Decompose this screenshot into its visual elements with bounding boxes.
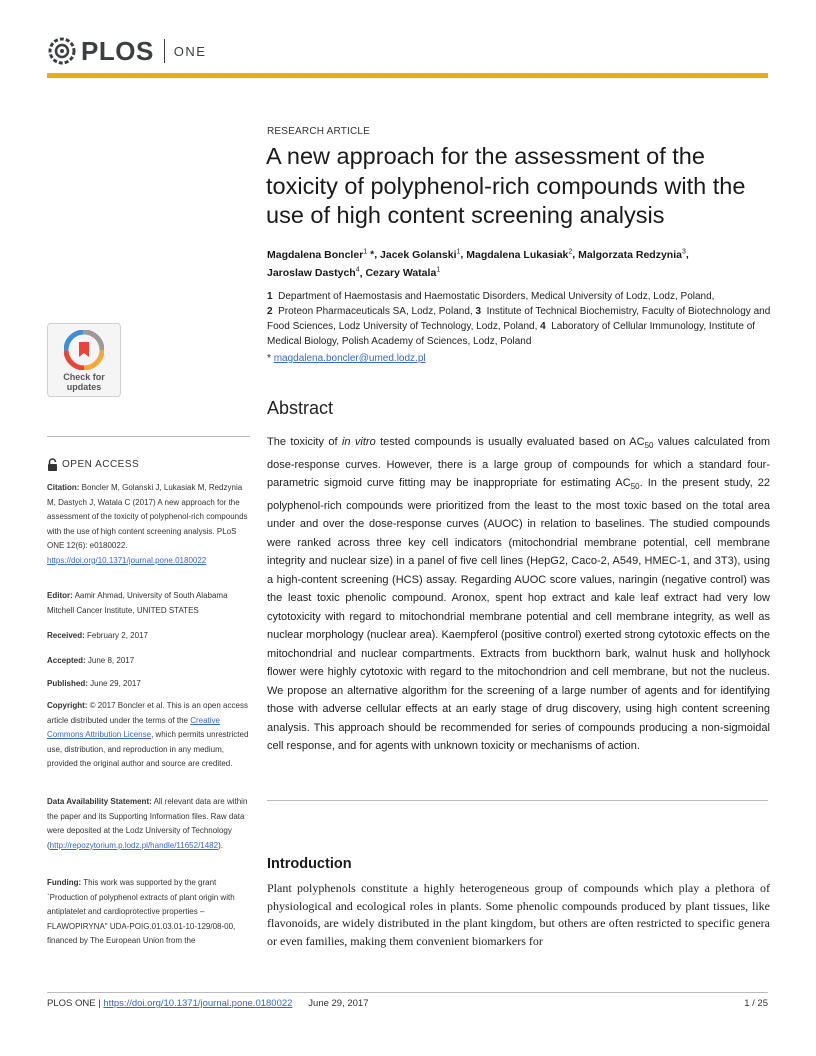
footer-divider xyxy=(47,992,768,993)
footer-citation: PLOS ONE | https://doi.org/10.1371/journal.pone.0180022 June 29, 2017 xyxy=(47,998,369,1009)
author[interactable]: Magdalena Boncler$^1$ xyxy=(267,248,368,261)
email-link[interactable]: magdalena.boncler@umed.lodz.pl xyxy=(273,353,426,364)
author[interactable]: Jacek Golanski$^1$ xyxy=(380,248,461,261)
logo-one-text: ONE xyxy=(173,43,207,59)
editor-block: Editor: Aamir Ahmad, University of South Alabama Mitchell Cancer Institute, UNITED STATES xyxy=(47,591,228,615)
abstract-divider xyxy=(267,800,768,801)
logo-plos-text: PLOS xyxy=(81,35,154,66)
received-date: Received: February 2, 2017 xyxy=(47,631,148,640)
author[interactable]: Cezary Watala$^1$ xyxy=(365,266,441,279)
affiliations: 1 Department of Haemostasis and Haemostatic Disorders, Medical University of Lodz, Lodz, Poland, 2 Proteon Pharmaceuticals SA, Lodz, Poland, 3 Institute of Technical Biochemistry, Faculty of Biotechnology and Food Sciences, Lodz University of Technology, Lodz, Poland, 4 Laboratory of Cellular Immunology, Institute of Medical Biology, Polish Academy of Sciences, Lodz, Poland xyxy=(267,291,771,347)
author[interactable]: Jaroslaw Dastych$^4$ xyxy=(267,266,360,279)
accepted-date: Accepted: June 8, 2017 xyxy=(47,656,135,665)
abstract-heading: Abstract xyxy=(267,398,334,418)
open-lock-icon xyxy=(47,458,58,471)
author-list: Magdalena Boncler$^1$ *, Jacek Golanski$^1$, Magdalena Lukasiak$^2$, Malgorzata Redzynia$^3$, Jaroslaw Dastych$^4$, Cezary Watala$^1$ xyxy=(267,248,689,279)
copyright-block: Copyright: © 2017 Boncler et al. This is an open access article distributed under the terms of the Creative Commons Attribution License, which permits unrestricted use, distribution, and reproduction in any medium, provided the original author and source are credited. xyxy=(47,701,249,768)
introduction-heading: Introduction xyxy=(267,856,352,872)
corresponding-email: * magdalena.boncler@umed.lodz.pl xyxy=(267,353,426,364)
plos-logo-icon xyxy=(47,36,77,66)
article-title: A new approach for the assessment of the toxicity of polyphenol-rich compounds with the use of high content screening analysis xyxy=(266,143,746,228)
data-availability-block: Data Availability Statement: All relevant data are within the paper and its Supporting Information files. Raw data were deposited at the Lodz University of Technology (http://repozytorium.p.lodz.pl/handle/11652/1482). xyxy=(47,797,248,850)
article-type: RESEARCH ARTICLE xyxy=(267,126,371,137)
check-updates-icon xyxy=(64,330,104,370)
author[interactable]: Magdalena Lukasiak$^2$ xyxy=(466,248,573,261)
page-number: 1 / 25 xyxy=(744,998,768,1009)
license-link[interactable]: Creative Commons Attribution License xyxy=(47,715,220,739)
citation-doi-link[interactable]: https://doi.org/10.1371/journal.pone.0180022 xyxy=(47,555,207,565)
published-date: Published: June 29, 2017 xyxy=(47,679,141,688)
sidebar-divider xyxy=(47,436,250,437)
author[interactable]: Malgorzata Redzynia$^3$ xyxy=(578,248,686,261)
citation-block: Citation: Boncler M, Golanski J, Lukasiak M, Redzynia M, Dastych J, Watala C (2017) A new approach for the assessment of the toxicity of polyphenol-rich compounds with the use of high content screening analysis. PLoS ONE 12(6): e0180022. https://doi.org/10.1371/journal.pone.0180022 xyxy=(47,483,248,565)
check-for-updates-badge[interactable]: Check for updates xyxy=(47,323,121,397)
header-accent-bar xyxy=(47,73,768,78)
page-footer xyxy=(47,998,768,1009)
abstract-text: The toxicity of in vitro tested compounds is usually evaluated based on $AC_{50}$ values calculated from dose-response curves. However, there is a large group of compounds for which a standard four-parametric sigmoid curve fitting may be inappropriate for estimating $AC_{50}$. In the present study, 22 polyphenol-rich compounds were prioritized from the least to the most toxic based on the total area under and over the dose-response curves (AUOC) in relation to baselines. The studied compounds were ranked across three key cell indicators (mitochondrial membrane potential, cell membrane integrity and nuclear size) in a panel of five cell lines (HepG2, Caco-2, A549, HMEC-1, and 3T3), using a high-content screening (HCS) assay. Regarding AUOC score values, naringin (negative control) was the least toxic phenolic compound. Aronox, spent hop extract and kale leaf extract had very low cytotoxicity with regard to mitochondrial membrane potential and cell membrane integrity, as well as nuclear morphology (nuclear area). Kaempferol (positive control) exerted strong cytotoxic effects on the mitochondrial and nuclear compartments. Extracts from buckthorn bark, walnut husk and hollyhock flower were highly cytotoxic with regard to the mitochondrion and cell membrane, but not the nucleus. We propose an alternative algorithm for the screening of a large number of agents and for identifying those with adverse cellular effects at an early stage of drug discovery, using high content screening analysis. This approach should be recommended for series of compounds producing a non-sigmoidal cell response, and for agents with unknown toxicity or mechanisms of action. xyxy=(267,436,771,753)
repository-link[interactable]: http://repozytorium.p.lodz.pl/handle/11652/1482 xyxy=(49,840,219,850)
logo-divider xyxy=(164,39,165,63)
open-access-label: OPEN ACCESS xyxy=(47,458,139,471)
footer-doi-link[interactable]: https://doi.org/10.1371/journal.pone.0180022 xyxy=(103,998,293,1009)
funding-block: Funding: This work was supported by the grant `Production of polyphenol extracts of plant origin with antiplatelet and cardioprotective properties – FLAWOPIRYNA" UDA-POIG.01.03.01-10-129/08-00, financed by The European Union from the xyxy=(47,878,236,945)
plos-one-logo[interactable] xyxy=(47,35,206,67)
introduction-text: Plant polyphenols constitute a highly heterogeneous group of compounds which play a plethora of physiological and ecological roles in plants. Some phenolic compounds produced by plant tissues, like flavonoids, are widely distributed in the plant kingdom, but others are often restricted to specific genera or even families, making them convenient biomarkers for xyxy=(267,881,770,948)
